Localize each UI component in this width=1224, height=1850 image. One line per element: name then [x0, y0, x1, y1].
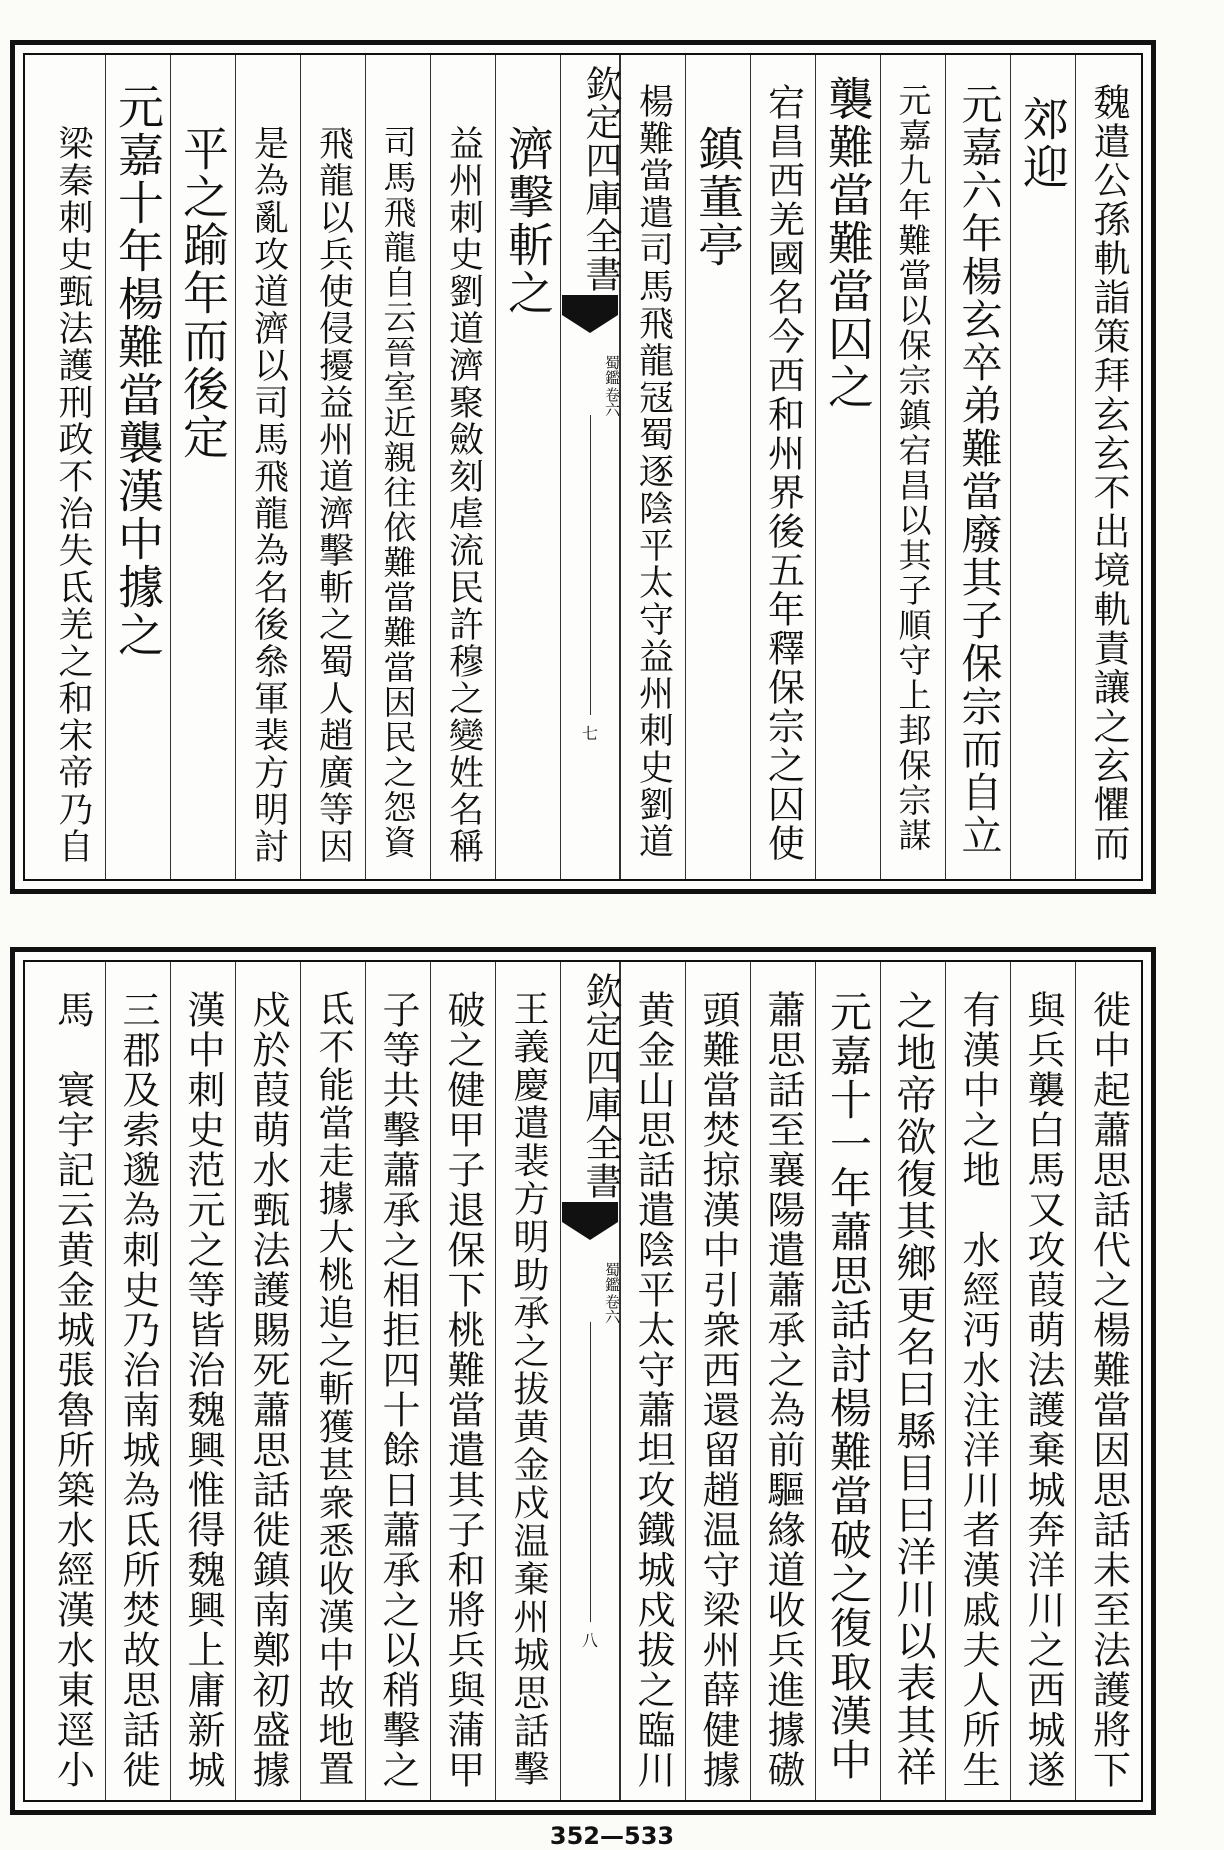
text-column: [880, 55, 945, 879]
bottom-page-frame: [23, 960, 1143, 1802]
text-column: [105, 962, 170, 1800]
text-column: [495, 962, 560, 1800]
spine-volume: 卷六: [603, 1294, 621, 1324]
column-text: 司馬飛龍自云晉室近親往依難當難當因民之怨資: [378, 125, 418, 860]
text-column: [235, 55, 300, 879]
text-column: [685, 55, 750, 879]
column-text: 元嘉六年楊玄卒弟難當廢其子保宗而自立: [954, 83, 1003, 857]
text-column: [430, 55, 495, 879]
column-text: 戍於葭萌水甄法護賜死蕭思話徙鎮南鄭初盛據: [246, 990, 290, 1790]
text-column: [170, 55, 235, 879]
column-text: 飛龍以兵使侵擾益州道濟擊斬之蜀人趙廣等因: [313, 125, 354, 865]
column-text: 益州刺史劉道濟聚斂刻虐流民許穆之變姓名稱: [443, 125, 484, 865]
page-reference: 352—533: [549, 1822, 675, 1850]
column-text: 鎮董亭: [691, 125, 745, 269]
column-text: 馬 寰宇記云黄金城張魯所築水經漢水東逕小: [50, 990, 95, 1790]
column-text: 是為亂攻道濟以司馬飛龍為名後叅軍裴方明討: [248, 125, 289, 865]
text-column: [300, 962, 365, 1800]
spine-book: 蜀鑑: [603, 355, 621, 385]
text-column: [1010, 55, 1075, 879]
top-page: [10, 40, 1156, 894]
column-text: 蕭思話至襄陽遣蕭承之為前驅緣道收兵進據磝: [761, 990, 805, 1790]
spine-page-number: 八: [581, 1631, 598, 1650]
text-column: [685, 962, 750, 1800]
text-column: [1075, 962, 1141, 1800]
spine-book: 蜀鑑: [603, 1262, 621, 1292]
column-text: 梁秦刺史甄法護刑政不治失氐羌之和宋帝乃自: [53, 125, 93, 865]
column-text: 黄金山思話遣陰平太守蕭坦攻鐵城戍拔之臨川: [631, 990, 675, 1790]
column-text: 魏遣公孫軌詣策拜玄玄不出境軌責讓之玄懼而: [1087, 83, 1130, 863]
column-text: 有漢中之地 水經沔水注洋川者漢戚夫人所生: [956, 990, 1000, 1790]
column-text: 與兵襲白馬又攻葭萌法護棄城奔洋川之西城遂: [1021, 990, 1065, 1790]
column-text: 王義慶遣裴方明助承之拔黄金戍温棄州城思話擊: [508, 990, 549, 1788]
column-text: 破之健甲子退保下桃難當遣其子和將兵與蒲甲: [441, 990, 485, 1790]
text-column: [815, 962, 880, 1800]
spine-title: 欽定四庫全書: [579, 65, 622, 293]
text-column: [750, 962, 815, 1800]
page-spine: [560, 55, 620, 879]
spine-book-volume: [561, 355, 619, 417]
column-text: 氐不能當走據大桃追之斬獲甚衆悉收漢中故地置: [313, 990, 354, 1788]
column-text: 子等共擊蕭承之相拒四十餘日蕭承之以稍擊之: [376, 990, 420, 1790]
text-column: [365, 962, 430, 1800]
text-column: [945, 55, 1010, 879]
spine-divider: [590, 1322, 591, 1622]
column-text: 元嘉十一年蕭思話討楊難當破之復取漢中: [824, 990, 873, 1782]
column-text: 元嘉九年難當以保宗鎮宕昌以其子順守上邽保宗謀: [893, 83, 933, 853]
text-column: [945, 962, 1010, 1800]
spine-title: 欽定四庫全書: [579, 972, 622, 1200]
text-column: [40, 55, 105, 879]
column-text: 平之踰年而後定: [176, 125, 230, 461]
bottom-page: [10, 947, 1156, 1815]
column-text: 宕昌西羌國名今西和州界後五年釋保宗之囚使: [761, 83, 805, 863]
text-column: [105, 55, 170, 879]
column-text: 郊迎: [1016, 95, 1070, 191]
text-column: [235, 962, 300, 1800]
text-column: [620, 962, 685, 1800]
column-text: 三郡及索邈為刺史乃治南城為氐所焚故思話徙: [116, 990, 160, 1790]
text-column: [815, 55, 880, 879]
text-column: [880, 962, 945, 1800]
column-text: 漢中刺史范元之等皆治魏興惟得魏興上庸新城: [181, 990, 225, 1790]
text-column: [430, 962, 495, 1800]
text-column: [620, 55, 685, 879]
column-text: 元嘉十年楊難當襲漢中據之: [111, 83, 165, 659]
text-column: [170, 962, 235, 1800]
top-page-frame: [23, 53, 1143, 881]
text-column: [1010, 962, 1075, 1800]
text-column: [365, 55, 430, 879]
column-text: 徙中起蕭思話代之楊難當因思話未至法護將下: [1086, 990, 1131, 1790]
spine-page-number: 七: [581, 724, 598, 743]
text-column: [495, 55, 560, 879]
column-text: 頭難當焚掠漢中引衆西還留趙温守梁州薛健據: [696, 990, 740, 1790]
text-column: [300, 55, 365, 879]
spine-divider: [590, 415, 591, 715]
column-text: 楊難當遣司馬飛龍冦蜀逐陰平太守益州刺史劉道: [633, 83, 674, 860]
text-column: [750, 55, 815, 879]
column-text: 濟擊斬之: [501, 125, 555, 317]
page-spine: [560, 962, 620, 1800]
text-column: [40, 962, 105, 1800]
spine-book-volume: [561, 1262, 619, 1324]
spine-volume: 卷六: [603, 387, 621, 417]
column-text: 之地帝欲復其鄉更名曰縣目曰洋川以表其祥: [890, 990, 936, 1788]
text-column: [1075, 55, 1141, 879]
column-text: 襲難當難當囚之: [821, 75, 875, 411]
